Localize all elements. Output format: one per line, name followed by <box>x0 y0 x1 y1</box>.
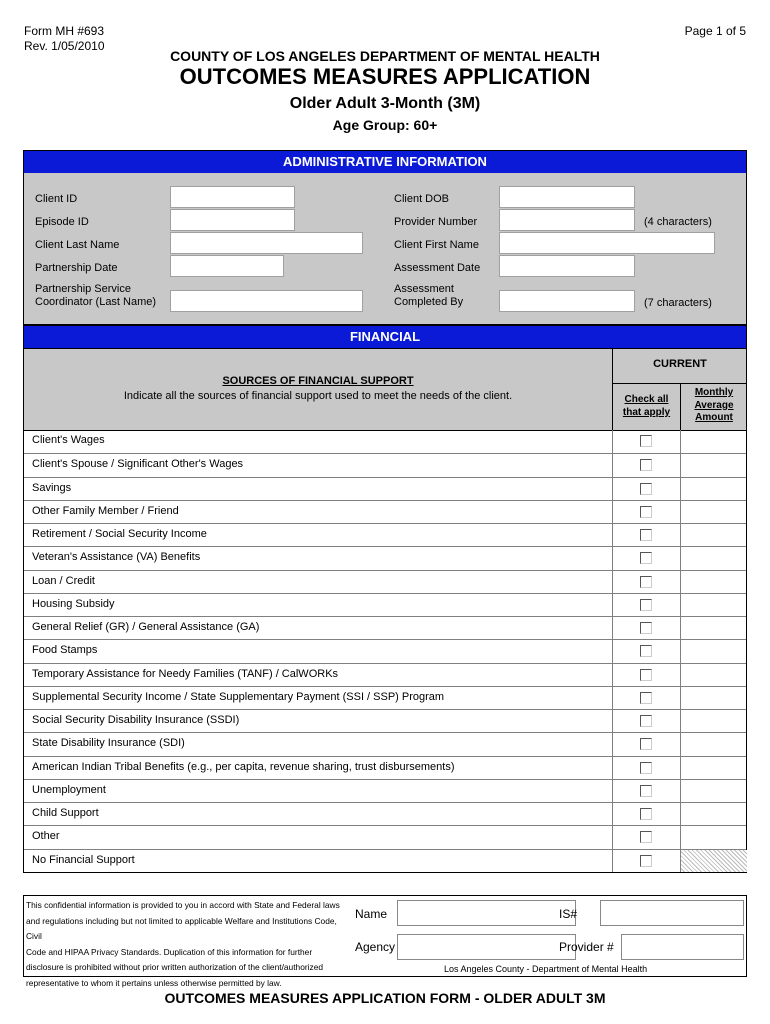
financial-source-checkbox[interactable] <box>640 715 652 727</box>
page-number: Page 1 of 5 <box>684 24 746 38</box>
monthly-amount-field[interactable] <box>680 617 747 639</box>
form-subtitle: Older Adult 3-Month (3M) <box>289 95 481 112</box>
check-cell <box>612 710 680 732</box>
check-cell <box>612 640 680 662</box>
financial-source-checkbox[interactable] <box>640 622 652 634</box>
financial-source-row <box>24 779 746 802</box>
financial-source-label: Food Stamps <box>32 644 98 657</box>
financial-source-checkbox[interactable] <box>640 762 652 774</box>
episode-id-field[interactable] <box>170 209 295 231</box>
check-cell <box>612 803 680 825</box>
financial-source-row <box>24 686 746 709</box>
financial-source-row <box>24 663 746 686</box>
client-first-name-label: Client First Name <box>394 239 479 251</box>
confidentiality-line: Code and HIPAA Privacy Standards. Duplication of this information for further <box>26 946 313 957</box>
financial-source-label: Loan / Credit <box>32 574 95 587</box>
financial-source-row <box>24 570 746 593</box>
agency-field[interactable] <box>397 934 576 960</box>
check-cell <box>612 850 680 872</box>
client-dob-label: Client DOB <box>394 193 450 205</box>
financial-source-row <box>24 453 746 476</box>
financial-source-checkbox[interactable] <box>640 459 652 471</box>
financial-source-row <box>24 732 746 755</box>
financial-source-label: Client's Spouse / Significant Other's Wages <box>32 458 244 471</box>
check-all-heading <box>613 393 680 419</box>
monthly-line3: Amount <box>695 412 733 423</box>
monthly-amount-field[interactable] <box>680 594 747 616</box>
monthly-amount-field[interactable] <box>680 826 747 848</box>
assessment-by-note: (7 characters) <box>644 297 712 309</box>
check-cell <box>612 733 680 755</box>
monthly-amount-field[interactable] <box>680 524 747 546</box>
check-all-line2: that apply <box>622 407 671 418</box>
assessment-by-line2: Completed By <box>394 296 464 308</box>
check-cell <box>612 780 680 802</box>
financial-source-checkbox[interactable] <box>640 831 652 843</box>
client-dob-field[interactable] <box>499 186 635 208</box>
sources-description: Indicate all the sources of financial support used to meet the needs of the client. <box>123 390 513 402</box>
financial-table-header <box>23 349 747 431</box>
financial-source-row <box>24 546 746 569</box>
financial-source-row <box>24 756 746 779</box>
financial-source-label: Supplemental Security Income / State Supplementary Payment (SSI / SSP) Program <box>32 690 445 703</box>
financial-source-checkbox[interactable] <box>640 435 652 447</box>
footer-box <box>23 895 747 988</box>
monthly-line2: Average <box>694 399 734 411</box>
monthly-amount-field[interactable] <box>680 733 747 755</box>
check-cell <box>612 501 680 523</box>
psc-label-line2: Coordinator (Last Name) <box>35 296 157 308</box>
financial-source-checkbox[interactable] <box>640 552 652 564</box>
client-first-name-field[interactable] <box>499 232 715 254</box>
assessment-date-label: Assessment Date <box>394 262 481 274</box>
financial-source-checkbox[interactable] <box>640 506 652 518</box>
financial-source-checkbox[interactable] <box>640 483 652 495</box>
check-cell <box>612 617 680 639</box>
financial-source-row <box>24 523 746 546</box>
monthly-amount-field[interactable] <box>680 454 747 476</box>
financial-source-label: Social Security Disability Insurance (SSDI) <box>32 714 240 726</box>
check-cell <box>612 826 680 848</box>
admin-section-header: ADMINISTRATIVE INFORMATION <box>23 150 747 174</box>
financial-source-label: Other <box>32 830 60 843</box>
monthly-amount-field[interactable] <box>680 547 747 569</box>
assessment-by-field[interactable] <box>499 290 635 312</box>
name-label: Name <box>355 907 388 921</box>
monthly-amount-field[interactable] <box>680 501 747 523</box>
partnership-date-label: Partnership Date <box>35 262 118 274</box>
client-id-label: Client ID <box>35 193 78 205</box>
county-heading: COUNTY OF LOS ANGELES DEPARTMENT OF MENTAL HEALTH <box>170 48 600 64</box>
psc-label <box>35 283 156 309</box>
check-cell <box>612 571 680 593</box>
provider-number-footer-field[interactable] <box>621 934 744 960</box>
financial-section-header: FINANCIAL <box>23 325 747 349</box>
check-cell <box>612 757 680 779</box>
check-all-line1: Check all <box>624 394 669 405</box>
monthly-amount-field[interactable] <box>680 571 747 593</box>
current-heading: CURRENT <box>653 358 707 370</box>
financial-source-label: State Disability Insurance (SDI) <box>32 737 185 750</box>
financial-source-checkbox[interactable] <box>640 785 652 797</box>
financial-source-checkbox[interactable] <box>640 855 652 867</box>
financial-source-checkbox[interactable] <box>640 669 652 681</box>
revision-date: Rev. 1/05/2010 <box>24 39 105 53</box>
financial-source-checkbox[interactable] <box>640 645 652 657</box>
financial-source-row <box>24 616 746 639</box>
financial-source-label: Savings <box>32 481 72 494</box>
financial-source-checkbox[interactable] <box>640 808 652 820</box>
confidentiality-line: This confidential information is provided to you in accord with State and Federal laws <box>26 900 340 910</box>
monthly-amount-field[interactable] <box>680 687 747 709</box>
provider-number-label: Provider Number <box>394 216 478 228</box>
financial-source-checkbox[interactable] <box>640 576 652 588</box>
financial-source-checkbox[interactable] <box>640 599 652 611</box>
page-title: OUTCOMES MEASURES APPLICATION <box>179 64 591 89</box>
partnership-date-field[interactable] <box>170 255 284 277</box>
is-number-label: IS# <box>559 907 578 921</box>
form-number: Form MH #693 <box>24 24 105 38</box>
financial-source-label: Client's Wages <box>32 434 105 446</box>
psc-field[interactable] <box>170 290 363 312</box>
provider-number-note: (4 characters) <box>644 216 712 228</box>
financial-source-row <box>24 639 746 662</box>
monthly-amount-field[interactable] <box>680 478 747 500</box>
sources-title: SOURCES OF FINANCIAL SUPPORT <box>222 375 414 387</box>
episode-id-label: Episode ID <box>35 216 89 228</box>
monthly-amount-field[interactable] <box>680 780 747 802</box>
monthly-amount-field[interactable] <box>680 664 747 686</box>
monthly-amount-disabled <box>680 850 747 872</box>
check-cell <box>612 524 680 546</box>
provider-number-footer-label: Provider # <box>559 940 614 954</box>
psc-label-line1: Partnership Service <box>35 283 131 295</box>
financial-source-checkbox[interactable] <box>640 692 652 704</box>
client-id-field[interactable] <box>170 186 295 208</box>
check-cell <box>612 547 680 569</box>
agency-label: Agency <box>355 940 396 954</box>
financial-source-row <box>24 593 746 616</box>
assessment-by-line1: Assessment <box>394 283 454 295</box>
monthly-amount-field[interactable] <box>680 430 747 453</box>
confidentiality-line: and regulations including but not limited to applicable Welfare and Institutions Code, Civil <box>26 915 337 941</box>
monthly-amount-field[interactable] <box>680 640 747 662</box>
check-cell <box>612 430 680 453</box>
financial-source-label: General Relief (GR) / General Assistance (GA) <box>32 621 260 633</box>
form-footer-title: OUTCOMES MEASURES APPLICATION FORM - OLDER ADULT 3M <box>164 990 606 1006</box>
is-number-field[interactable] <box>600 900 744 926</box>
name-field[interactable] <box>397 900 576 926</box>
financial-source-row <box>24 430 746 453</box>
financial-source-label: Unemployment <box>32 783 106 796</box>
check-cell <box>612 687 680 709</box>
financial-source-row <box>24 802 746 825</box>
financial-source-row <box>24 825 746 848</box>
financial-source-row <box>24 500 746 523</box>
check-cell <box>612 478 680 500</box>
financial-sources-list <box>23 430 747 873</box>
admin-section <box>23 173 747 325</box>
age-group: Age Group: 60+ <box>332 117 438 133</box>
financial-source-label: Temporary Assistance for Needy Families (TANF) / CalWORKs <box>32 667 339 680</box>
assessment-by-label <box>394 283 463 309</box>
department-name: Los Angeles County - Department of Mental Health <box>444 964 648 974</box>
financial-source-row <box>24 709 746 732</box>
provider-number-field[interactable] <box>499 209 635 231</box>
financial-source-checkbox[interactable] <box>640 738 652 750</box>
monthly-amount-field[interactable] <box>680 803 747 825</box>
financial-source-row <box>24 477 746 500</box>
financial-source-row <box>24 849 746 872</box>
financial-source-label: Veteran's Assistance (VA) Benefits <box>32 551 201 564</box>
monthly-amount-field[interactable] <box>680 757 747 779</box>
financial-source-label: Retirement / Social Security Income <box>32 528 207 540</box>
financial-source-label: No Financial Support <box>32 853 135 866</box>
confidentiality-notice <box>26 898 354 991</box>
client-last-name-label: Client Last Name <box>35 239 120 251</box>
assessment-date-field[interactable] <box>499 255 635 277</box>
financial-source-label: Child Support <box>32 807 99 819</box>
check-cell <box>612 664 680 686</box>
confidentiality-line: representative to whom it pertains unless otherwise permitted by law. <box>26 977 282 988</box>
financial-source-label: Housing Subsidy <box>32 597 115 610</box>
monthly-line1: Monthly <box>694 387 734 398</box>
check-cell <box>612 594 680 616</box>
client-last-name-field[interactable] <box>170 232 363 254</box>
monthly-amount-field[interactable] <box>680 710 747 732</box>
financial-source-label: Other Family Member / Friend <box>32 504 179 517</box>
financial-source-label: American Indian Tribal Benefits (e.g., per capita, revenue sharing, trust disbursements) <box>32 760 455 773</box>
financial-source-checkbox[interactable] <box>640 529 652 541</box>
confidentiality-line: disclosure is prohibited without prior written authorization of the client/authorized <box>26 962 324 972</box>
monthly-amount-heading <box>681 387 747 425</box>
check-cell <box>612 454 680 476</box>
